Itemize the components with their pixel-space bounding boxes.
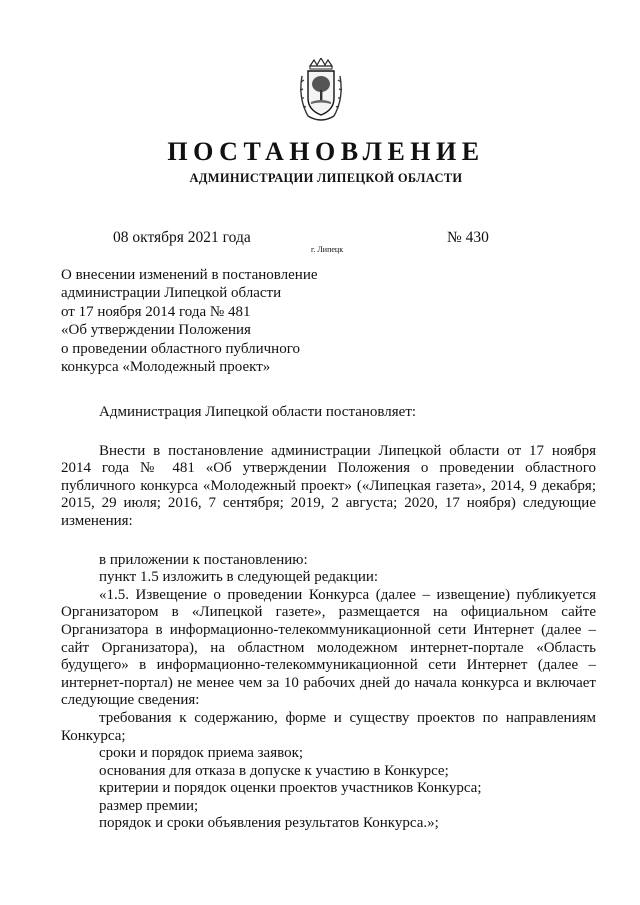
document-subject <box>61 266 381 376</box>
document-number: № 430 <box>447 229 489 246</box>
subject-line: администрации Липецкой области <box>61 285 282 302</box>
preamble: Администрация Липецкой области постановляет: <box>99 404 417 420</box>
intro-paragraph: Внести в постановление администрации Липецкой области от 17 ноября 2014 года № 481 «Об утверждении Положения о проведении областного публичного конкурса «Молодежный проект» («Липецкая газета», 2014, 9 декабря; 2015, 29 июля; 2016, 7 сентября; 2019, 2 августа; 2020, 17 ноября) следующие изменения: <box>61 442 596 529</box>
subject-line: «Об утверждении Положения <box>61 322 251 339</box>
issuing-authority: АДМИНИСТРАЦИИ ЛИПЕЦКОЙ ОБЛАСТИ <box>189 171 463 185</box>
paragraph: «1.5. Извещение о проведении Конкурса (далее – извещение) публикуется Организатором в «Липецкой газете», размещается на официальном сайте Организатора в информационно-телекоммуникационной сети Интернет (далее – сайт Организатора), на областном молодежном интернет-портале «Область будущего» в информационно-телекоммуникационной сети Интернет (далее – интернет-портал) не менее чем за 10 рабочих дней до начала конкурса и включает следующие сведения: <box>61 586 596 709</box>
paragraph: основания для отказа в допуске к участию в Конкурсе; <box>99 762 449 779</box>
paragraph: критерии и порядок оценки проектов участников Конкурса; <box>99 780 482 797</box>
subject-line: конкурса «Молодежный проект» <box>61 359 271 376</box>
paragraph: в приложении к постановлению: <box>99 551 308 568</box>
document-body <box>61 404 596 833</box>
document-city: г. Липецк <box>311 245 344 254</box>
document-title: ПОСТАНОВЛЕНИЕ <box>167 137 485 166</box>
paragraph: размер премии; <box>99 797 199 814</box>
document-date: 08 октября 2021 года <box>113 229 251 246</box>
subject-line: о проведении областного публичного <box>61 340 300 357</box>
coat-of-arms-icon <box>298 58 344 124</box>
paragraph: сроки и порядок приема заявок; <box>99 745 304 762</box>
subject-line: О внесении изменений в постановление <box>61 267 318 283</box>
paragraph: порядок и сроки объявления результатов Конкурса.»; <box>99 815 439 832</box>
paragraph: требования к содержанию, форме и существу проектов по направлениям Конкурса; <box>61 709 596 744</box>
paragraph: пункт 1.5 изложить в следующей редакции: <box>99 569 379 586</box>
subject-line: от 17 ноября 2014 года № 481 <box>61 303 251 320</box>
